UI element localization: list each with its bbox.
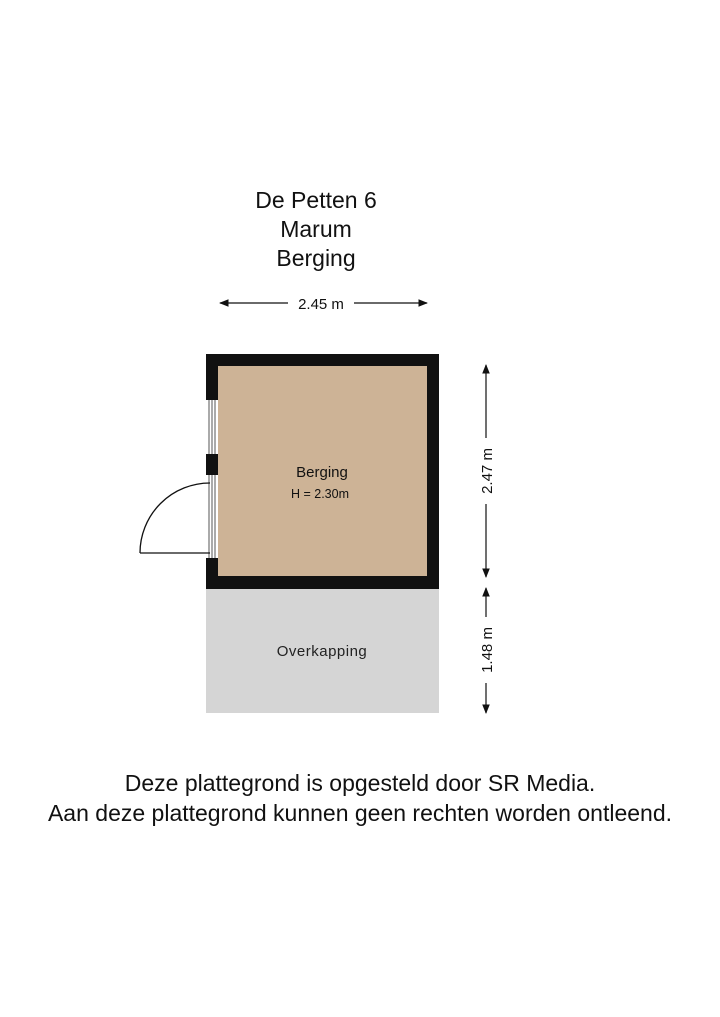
berging-room	[140, 354, 439, 589]
title-city: Marum	[280, 216, 352, 242]
room-name: Berging	[296, 464, 348, 481]
dimension-height-room	[479, 365, 496, 577]
title-address: De Petten 6	[255, 187, 377, 213]
disclaimer-line-2: Aan deze plattegrond kunnen geen rechten worden ontleend.	[47, 800, 673, 826]
disclaimer-line-1: Deze plattegrond is opgesteld door SR Media.	[124, 770, 596, 796]
dimension-width-label: 2.45 m	[298, 296, 344, 313]
dimension-height-overkapping	[479, 588, 496, 713]
dimension-height-overkapping-label: 1.48 m	[479, 627, 496, 673]
dimension-width	[220, 296, 427, 313]
title-floor: Berging	[276, 245, 356, 271]
door-swing-arc	[140, 483, 210, 553]
overkapping-label: Overkapping	[276, 643, 368, 660]
dimension-height-room-label: 2.47 m	[479, 448, 496, 494]
room-height: H = 2.30m	[290, 487, 350, 501]
